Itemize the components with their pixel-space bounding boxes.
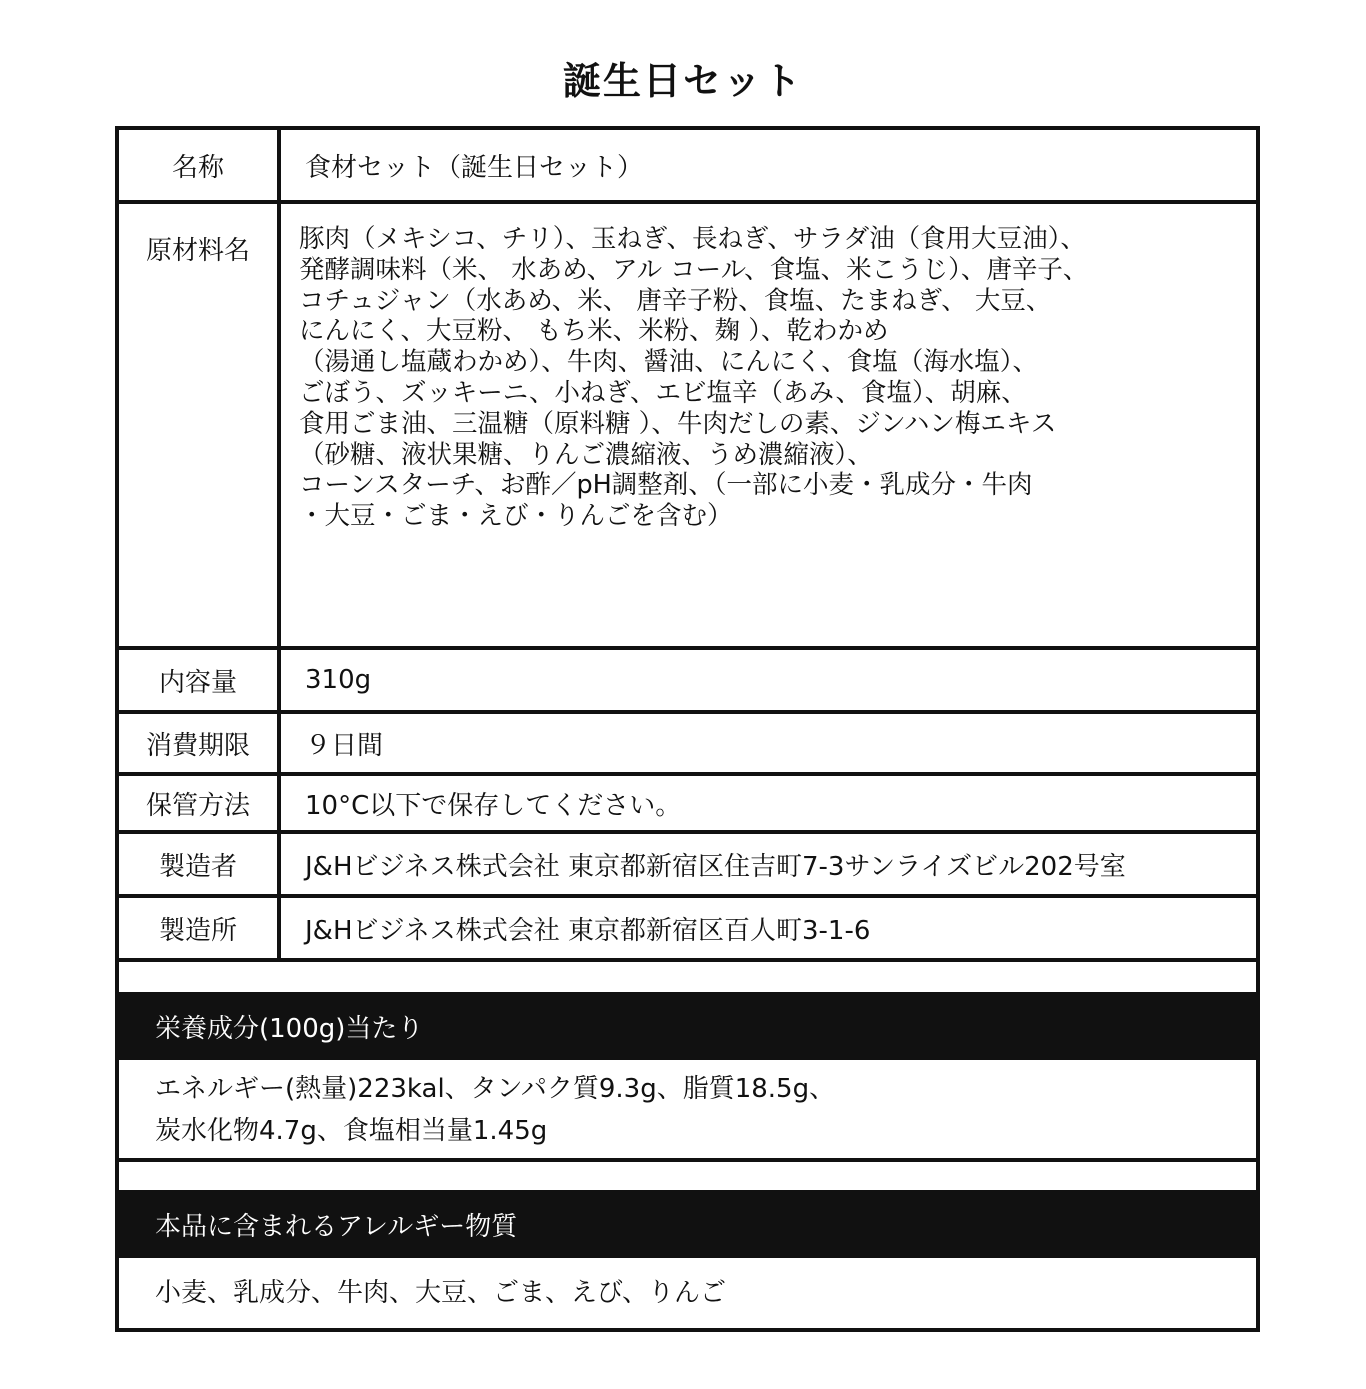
nutrition-text [155, 1068, 835, 1152]
ingredients-line: ・大豆・ごま・えび・りんごを含む） [299, 501, 733, 532]
ingredients-line: 発酵調味料（米、 水あめ、アル コール、食塩、米こうじ）、唐辛子、 [299, 254, 1089, 285]
nutrition-line: エネルギー(熱量)223kal、タンパク質9.3g、脂質18.5g、 [155, 1074, 836, 1104]
ingredients-line: コチュジャン（水あめ、米、 唐辛子粉、食塩、たまねぎ、 大豆、 [299, 285, 1052, 316]
nutrition-header: 栄養成分(100g)当たり [115, 992, 1260, 1060]
ingredients-line: （湯通し塩蔵わかめ）、牛肉、醤油、にんにく、食塩（海水塩）、 [299, 347, 1038, 378]
ingredients-line: コーンスターチ、お酢／pH調整剤、（一部に小麦・乳成分・牛肉 [299, 470, 1033, 501]
row-label: 原材料名 [119, 204, 281, 646]
ingredients-line: ごぼう、ズッキーニ、小ねぎ、エビ塩辛（あみ、食塩）、胡麻、 [299, 377, 1027, 408]
ingredients-text [299, 204, 1236, 646]
row-ingredients [119, 204, 1256, 650]
row-label: 製造所 [119, 898, 281, 958]
row-value: 310g [305, 665, 372, 695]
row-label: 消費期限 [119, 714, 281, 772]
row-value: J&Hビジネス株式会社 東京都新宿区住吉町7-3サンライズビル202号室 [305, 851, 1126, 882]
row-storage [119, 776, 1256, 834]
row-label: 保管方法 [119, 776, 281, 830]
row-value: 食材セット（誕生日セット） [305, 152, 644, 183]
row-value: ９日間 [305, 730, 384, 761]
allergen-text: 小麦、乳成分、牛肉、大豆、ごま、えび、りんご [155, 1278, 726, 1308]
nutrition-line: 炭水化物4.7g、食塩相当量1.45g [155, 1116, 548, 1146]
label-table [115, 126, 1260, 1332]
ingredients-line: （砂糖、液状果糖、りんご濃縮液、うめ濃縮液）、 [299, 439, 873, 470]
ingredients-line: 食用ごま油、三温糖（原料糖 ）、牛肉だしの素、ジンハン梅エキス [299, 408, 1057, 439]
ingredients-line: 豚肉（メキシコ、チリ）、玉ねぎ、長ねぎ、サラダ油（食用大豆油）、 [299, 224, 1086, 254]
allergen-header: 本品に含まれるアレルギー物質 [115, 1190, 1260, 1258]
page-title: 誕生日セット [562, 59, 803, 103]
row-name [119, 130, 1256, 204]
divider [119, 1158, 1256, 1162]
row-label: 内容量 [119, 650, 281, 710]
row-label: 製造者 [119, 834, 281, 894]
row-manufacturer [119, 834, 1256, 898]
row-factory [119, 898, 1256, 962]
row-value: J&Hビジネス株式会社 東京都新宿区百人町3-1-6 [305, 915, 871, 946]
row-volume [119, 650, 1256, 714]
ingredients-line: にんにく、大豆粉、 もち米、米粉、麹 ）、乾わかめ [299, 316, 889, 347]
row-label: 名称 [119, 130, 281, 200]
row-expiry [119, 714, 1256, 776]
row-value: 10°C以下で保存してください。 [305, 790, 682, 821]
